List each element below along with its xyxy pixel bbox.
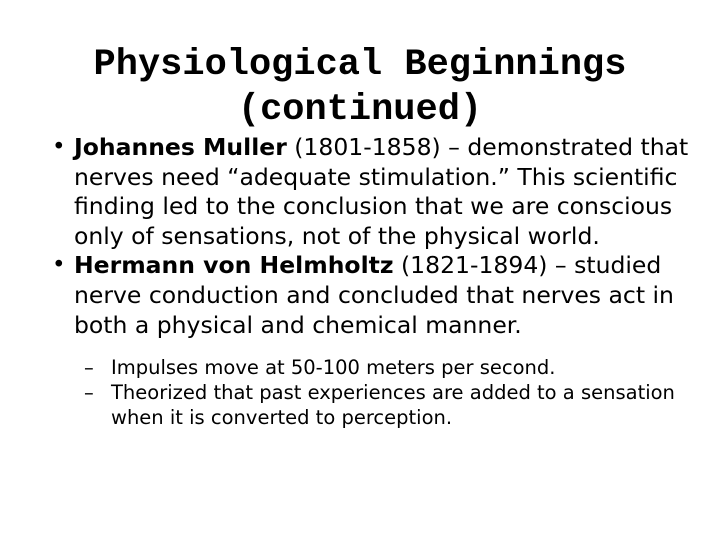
slide-title-line-2: (continued) [237,88,483,131]
sub-bullet-list [74,355,692,430]
slide-title-line-1: Physiological Beginnings [93,43,627,86]
sub-bullet-text-theorized: Theorized that past experiences are added to a sensation when it is converted to perception. [111,381,675,430]
bullet-text-muller: (1801-1858) – demonstrated that nerves need “adequate stimulation.” This scientific finding led to the conclusion that we are conscious only of sensations, not of the physical world. [74,133,689,250]
bullet-marker: • [52,134,66,160]
sub-bullet-item-impulses [84,355,692,380]
bullet-item-muller [52,133,692,251]
slide-title [0,43,720,133]
bullet-marker: • [52,252,66,279]
bullet-item-helmholtz [52,251,692,430]
sub-bullet-marker: – [84,356,94,380]
sub-bullet-text-impulses: Impulses move at 50-100 meters per second. [111,356,556,380]
sub-bullet-item-theorized [84,380,692,430]
bullet-name-helmholtz: Hermann von Helmholtz [74,251,394,280]
bullet-list [52,133,692,430]
bullet-text-helmholtz: (1821-1894) – studied nerve conduction and concluded that nerves act in both a physical and chemical manner. [74,251,674,339]
sub-bullet-marker: – [84,381,94,405]
bullet-name-muller: Johannes Muller [74,133,287,161]
